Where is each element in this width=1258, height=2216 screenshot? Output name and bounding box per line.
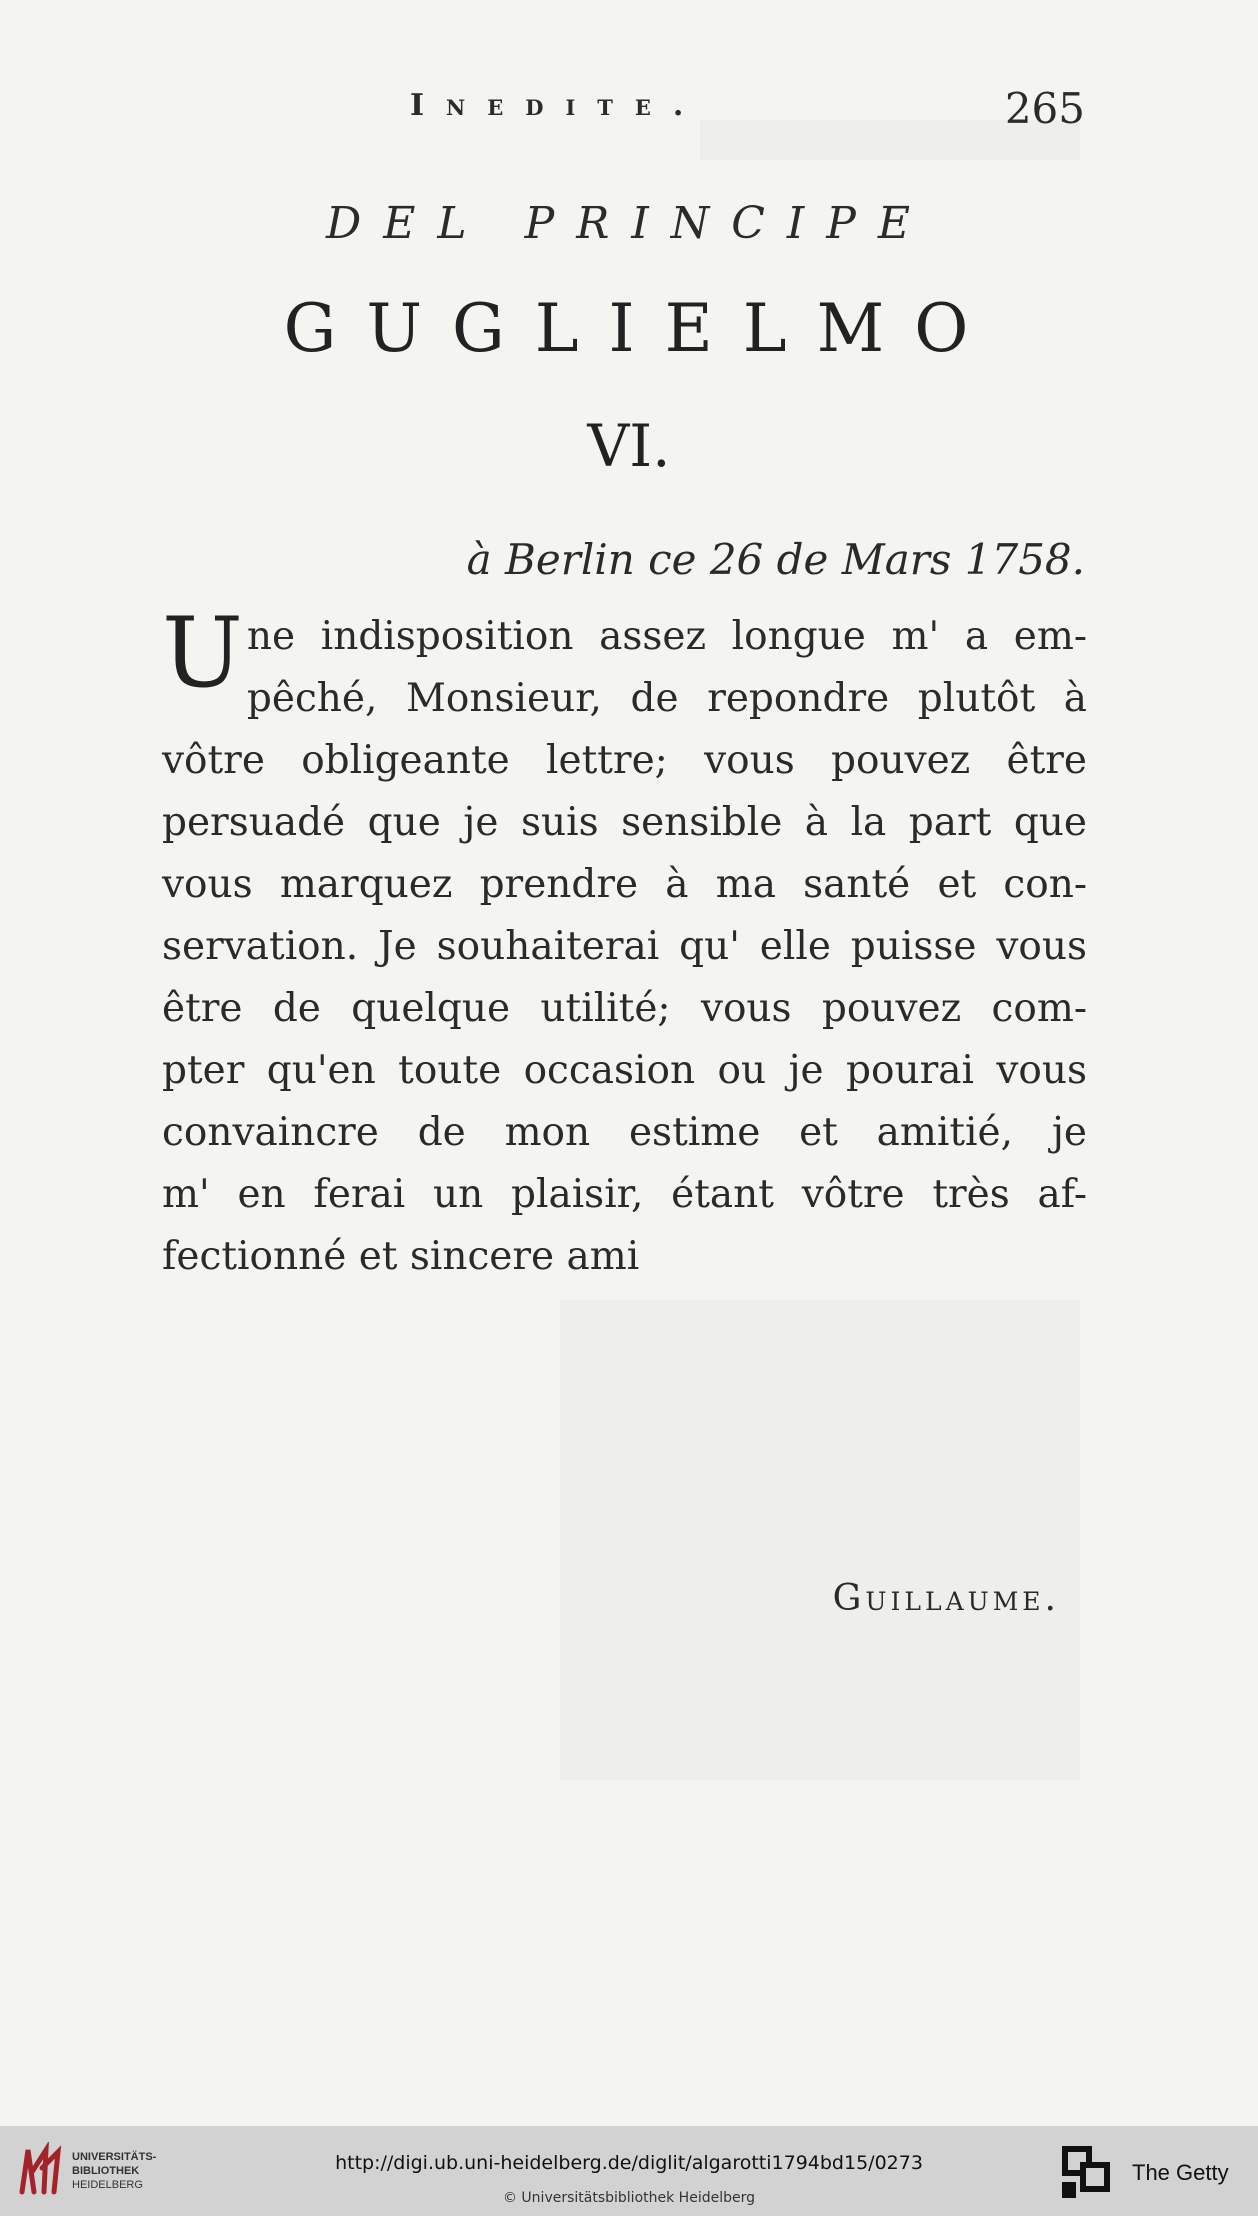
running-head: Inedite. <box>410 88 706 123</box>
footer-bar <box>0 2126 1258 2216</box>
permalink-url[interactable]: http://digi.ub.uni-heidelberg.de/diglit/algarotti1794bd15/0273 <box>335 2152 923 2174</box>
letter-line: vous marquez prendre à ma santé et con- <box>162 862 1087 907</box>
letter-line: persuadé que je suis sensible à la part que <box>162 800 1087 845</box>
letter-line: m' en ferai un plaisir, étant vôtre très af- <box>162 1172 1087 1217</box>
bleed-through <box>560 1300 1080 1780</box>
library-line: HEIDELBERG <box>72 2179 143 2191</box>
letter-subtitle: DEL PRINCIPE <box>326 198 932 249</box>
dateline: à Berlin ce 26 de Mars 1758. <box>466 535 1085 584</box>
page-number: 265 <box>1004 84 1085 133</box>
getty-logo-icon[interactable] <box>1060 2144 1112 2200</box>
letter-line: être de quelque utilité; vous pouvez com- <box>162 986 1087 1031</box>
page-header <box>160 84 1085 138</box>
letter-line: vôtre obligeante lettre; vous pouvez être <box>162 738 1087 783</box>
getty-label[interactable]: The Getty <box>1132 2160 1229 2185</box>
letter-line: convaincre de mon estime et amitié, je <box>162 1110 1087 1155</box>
letter-line: pter qu'en toute occasion ou je pourai vous <box>162 1048 1087 1093</box>
drop-cap: U <box>162 597 243 709</box>
library-line: BIBLIOTHEK <box>72 2165 140 2177</box>
letter-body <box>162 597 1087 1288</box>
letter-line: fectionné et sincere ami <box>162 1234 640 1279</box>
letter-title: GUGLIELMO <box>283 290 999 367</box>
letter-numeral: VI. <box>587 412 671 480</box>
letter-line: ne indisposition assez longue m' a em- <box>246 614 1087 659</box>
letter-line: pêché, Monsieur, de repondre plutôt à <box>246 676 1087 721</box>
copyright-notice: © Universitätsbibliothek Heidelberg <box>502 2190 755 2206</box>
library-line: UNIVERSITÄTS- <box>72 2151 157 2163</box>
signature: Guillaume. <box>832 1578 1060 1619</box>
letter-line: servation. Je souhaiterai qu' elle puisse vous <box>162 924 1087 969</box>
